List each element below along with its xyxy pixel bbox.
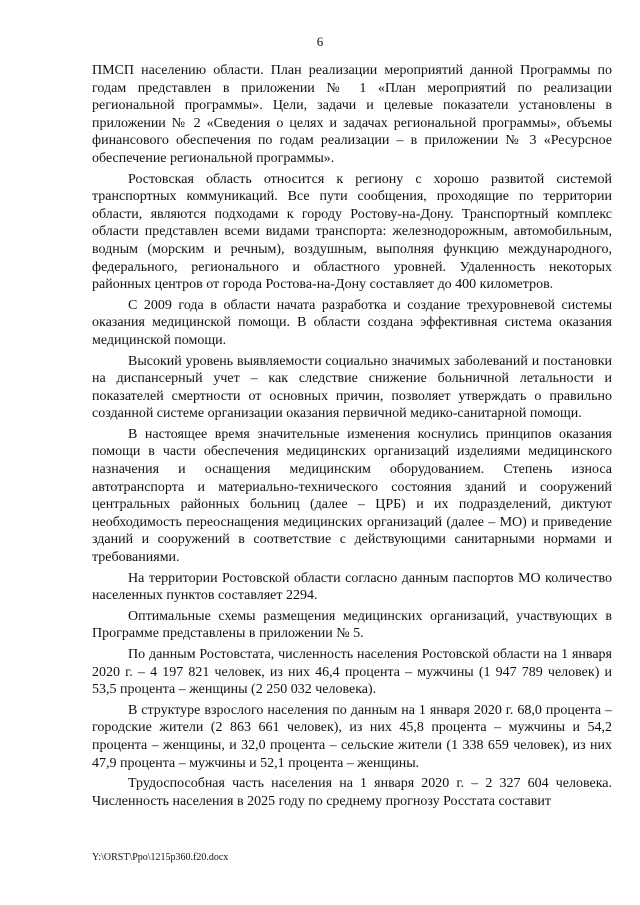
paragraph: В настоящее время значительные изменения коснулись принципов оказания помощи в части обеспечения медицинских организаций изделиями медицинского назначения и оснащения медицинским оборудованием. Степень износа автотранспорта и материально-технического состояния зданий и сооружений центральных районных больниц (далее – ЦРБ) и их подразделений, диктуют необходимость переоснащения медицинских организаций (далее – МО) и приведение зданий и сооружений в соответствие с действующими санитарными нормами и требованиями.: [92, 426, 612, 566]
paragraph: На территории Ростовской области согласно данным паспортов МО количество населенных пунктов составляет 2294.: [92, 570, 612, 604]
footer-file-path: Y:\ORST\Ppo\1215p360.f20.docx: [92, 852, 229, 863]
paragraph: Ростовская область относится к региону с хорошо развитой системой транспортных коммуникаций. Все пути сообщения, проходящие по территории области, являются подходами к городу Ростову-на-Дону. Транспортный комплекс области представлен всеми видами транспорта: железнодорожным, автомобильным, водным (морским и речным), воздушным, выполняя функцию международного, федерального, регионального и областного уровней. Удаленность некоторых районных центров от города Ростова-на-Дону составляет до 400 километров.: [92, 171, 612, 293]
page-number: 6: [316, 34, 324, 49]
document-body: [92, 62, 612, 813]
paragraph: Трудоспособная часть населения на 1 января 2020 г. – 2 327 604 человека. Численность населения в 2025 году по среднему прогнозу Росстата составит: [92, 776, 612, 809]
paragraph: ПМСП населению области. План реализации мероприятий данной Программы по годам представлен в приложении № 1 «План мероприятий по реализации региональной программы». Цели, задачи и целевые показатели установлены в приложении № 2 «Сведения о целях и задачах региональной программы», объемы финансового обеспечения по годам реализации – в приложении № 3 «Ресурсное обеспечение региональной программы».: [92, 63, 612, 166]
paragraph: По данным Ростовстата, численность населения Ростовской области на 1 января 2020 г. – 4 197 821 человек, из них 46,4 процента – мужчины (1 947 789 человек) и 53,5 процента – женщины (2 250 032 человека).: [92, 647, 612, 698]
paragraph: Оптимальные схемы размещения медицинских организаций, участвующих в Программе представлены в приложении № 5.: [92, 608, 612, 642]
paragraph: С 2009 года в области начата разработка и создание трехуровневой системы оказания медицинской помощи. В области создана эффективная система оказания медицинской помощи.: [92, 297, 612, 348]
paragraph: Высокий уровень выявляемости социально значимых заболеваний и постановки на диспансерный учет – как следствие снижение больничной летальности и показателей смертности от основных причин, позволяет утверждать о правильно созданной системе организации оказания первичной медико-санитарной помощи.: [92, 353, 612, 422]
paragraph: В структуре взрослого населения по данным на 1 января 2020 г. 68,0 процента – городские жители (2 863 661 человек), из них 45,8 процента – мужчины и 54,2 процента – женщины, и 32,0 процента – сельские жители (1 338 659 человек), из них 47,9 процента – мужчины и 52,1 процента – женщины.: [92, 702, 612, 771]
